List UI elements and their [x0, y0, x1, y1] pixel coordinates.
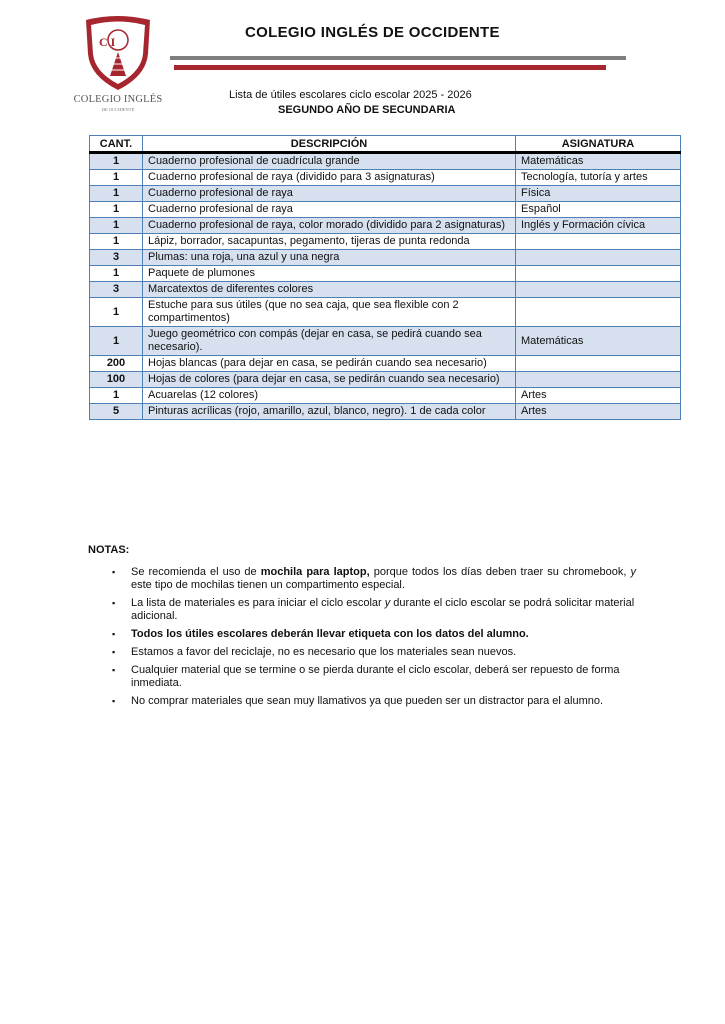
table-row: [90, 202, 681, 218]
logo-text: COLEGIO INGLÉS: [73, 94, 163, 105]
school-name: COLEGIO INGLÉS DE OCCIDENTE: [245, 24, 500, 41]
qty-cell: 5: [90, 404, 143, 420]
qty-cell: 3: [90, 250, 143, 266]
subject-cell: [516, 234, 681, 250]
note-item: [112, 646, 636, 659]
qty-cell: 1: [90, 170, 143, 186]
header-red-bar: [174, 65, 606, 70]
description-cell: Cuaderno profesional de raya: [143, 186, 516, 202]
qty-cell: 1: [90, 234, 143, 250]
description-cell: Hojas de colores (para dejar en casa, se pedirán cuando sea necesario): [143, 372, 516, 388]
description-cell: Lápiz, borrador, sacapuntas, pegamento, tijeras de punta redonda: [143, 234, 516, 250]
note-text: Estamos a favor del reciclaje, no es necesario que los materiales sean nuevos.: [131, 646, 517, 658]
description-cell: Estuche para sus útiles (que no sea caja, que sea flexible con 2 compartimentos): [143, 298, 516, 327]
qty-cell: 1: [90, 298, 143, 327]
list-title: Lista de útiles escolares ciclo escolar 2025 - 2026: [229, 89, 472, 101]
qty-cell: 1: [90, 218, 143, 234]
note-text: La lista de materiales es para iniciar el ciclo escolar: [131, 597, 385, 609]
note-text: durante el ciclo escolar se podrá solicitar material adicional.: [131, 597, 635, 622]
table-row: [90, 388, 681, 404]
notes-list: [112, 566, 636, 713]
table-row: [90, 266, 681, 282]
note-text: porque todos los días deben traer su chromebook,: [369, 566, 631, 578]
description-cell: Cuaderno profesional de raya: [143, 202, 516, 218]
table-row: [90, 404, 681, 420]
subject-cell: Artes: [516, 404, 681, 420]
qty-cell: 3: [90, 282, 143, 298]
description-cell: Cuaderno profesional de raya (dividido para 3 asignaturas): [143, 170, 516, 186]
description-cell: Pinturas acrílicas (rojo, amarillo, azul, blanco, negro). 1 de cada color: [143, 404, 516, 420]
note-item: [112, 566, 636, 592]
note-item: [112, 628, 636, 641]
description-cell: Cuaderno profesional de raya, color morado (dividido para 2 asignaturas): [143, 218, 516, 234]
description-cell: Cuaderno profesional de cuadrícula grande: [143, 153, 516, 170]
note-text: Todos los útiles escolares deberán llevar etiqueta con los datos del alumno.: [131, 628, 529, 640]
table-row: [90, 186, 681, 202]
table-row: [90, 356, 681, 372]
subject-cell: Física: [516, 186, 681, 202]
table-row: [90, 372, 681, 388]
qty-cell: 1: [90, 153, 143, 170]
subject-cell: [516, 250, 681, 266]
table-row: [90, 298, 681, 327]
qty-cell: 1: [90, 186, 143, 202]
table-row: [90, 170, 681, 186]
subject-cell: Español: [516, 202, 681, 218]
note-emphasis: y: [384, 597, 391, 609]
subject-cell: Tecnología, tutoría y artes: [516, 170, 681, 186]
description-cell: Juego geométrico con compás (dejar en casa, se pedirá cuando sea necesario).: [143, 327, 516, 356]
description-cell: Acuarelas (12 colores): [143, 388, 516, 404]
subject-cell: [516, 298, 681, 327]
school-logo: [72, 14, 164, 114]
subject-cell: Inglés y Formación cívica: [516, 218, 681, 234]
description-header: DESCRIPCIÓN: [143, 136, 516, 153]
note-text: Se recomienda el uso de: [131, 566, 261, 578]
qty-cell: 1: [90, 202, 143, 218]
description-cell: Marcatextos de diferentes colores: [143, 282, 516, 298]
note-item: [112, 695, 636, 708]
table-row: [90, 282, 681, 298]
subject-cell: Artes: [516, 388, 681, 404]
school-crest-icon: [80, 14, 156, 92]
note-text: este tipo de mochilas tienen un compartimento especial.: [131, 579, 405, 591]
subject-cell: [516, 266, 681, 282]
subject-cell: [516, 356, 681, 372]
note-text: Cualquier material que se termine o se pierda durante el ciclo escolar, deberá ser repuesto de forma inmediata.: [131, 664, 620, 689]
header-gray-bar: [170, 56, 626, 60]
table-row: [90, 153, 681, 170]
qty-header: CANT.: [90, 136, 143, 153]
qty-cell: 1: [90, 266, 143, 282]
note-item: [112, 597, 636, 623]
subject-header: ASIGNATURA: [516, 136, 681, 153]
logo-subtext: DE OCCIDENTE: [101, 107, 135, 112]
logo-letters: C I: [99, 35, 116, 49]
qty-cell: 1: [90, 388, 143, 404]
description-cell: Plumas: una roja, una azul y una negra: [143, 250, 516, 266]
note-emphasis: mochila para laptop,: [260, 566, 370, 578]
subject-cell: Matemáticas: [516, 327, 681, 356]
notes-title: NOTAS:: [88, 544, 130, 556]
qty-cell: 200: [90, 356, 143, 372]
subject-cell: Matemáticas: [516, 153, 681, 170]
note-text: No comprar materiales que sean muy llamativos ya que pueden ser un distractor para el alumno.: [131, 695, 604, 707]
supplies-table: [89, 135, 681, 420]
qty-cell: 100: [90, 372, 143, 388]
note-emphasis: y: [630, 566, 636, 578]
subject-cell: [516, 282, 681, 298]
table-row: [90, 234, 681, 250]
qty-cell: 1: [90, 327, 143, 356]
grade-title: SEGUNDO AÑO DE SECUNDARIA: [278, 104, 456, 116]
description-cell: Hojas blancas (para dejar en casa, se pedirán cuando sea necesario): [143, 356, 516, 372]
table-header-row: [90, 136, 681, 153]
table-row: [90, 250, 681, 266]
table-row: [90, 218, 681, 234]
description-cell: Paquete de plumones: [143, 266, 516, 282]
subject-cell: [516, 372, 681, 388]
table-row: [90, 327, 681, 356]
note-item: [112, 664, 636, 690]
